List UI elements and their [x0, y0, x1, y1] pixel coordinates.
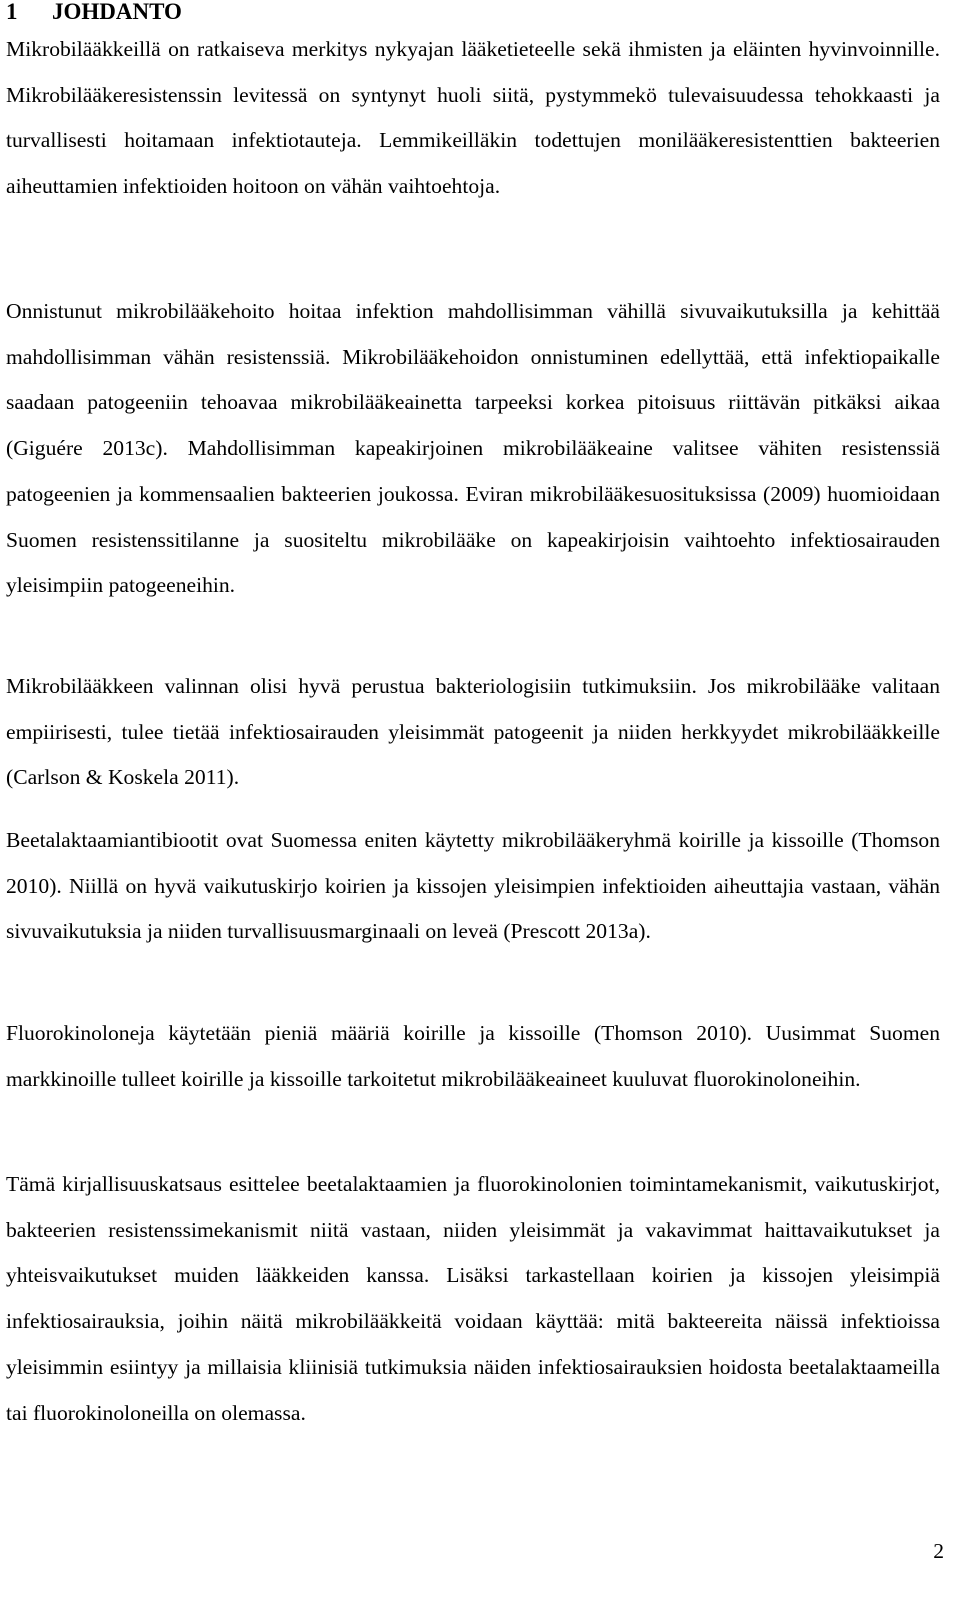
paragraph-2: Onnistunut mikrobilääkehoito hoitaa infektion mahdollisimman vähillä sivuvaikutuksilla ja kehittää mahdollisimman vähän resistenssiä. Mikrobilääkehoidon onnistuminen edellyttää, että infektiopaikalle saadaan patogeeniin tehoavaa mikrobilääkeainetta tarpeeksi korkea pitoisuus riittävän pitkäksi aikaa (Giguére 2013c). Mahdollisimman kapeakirjoinen mikrobilääkeaine valitsee vähiten resistenssiä patogeenien ja kommensaalien bakteerien joukossa. Eviran mikrobilääkesuosituksissa (2009) huomioidaan Suomen resistenssitilanne ja suositeltu mikrobilääke on kapeakirjoisin vaihtoehto infektiosairauden yleisimpiin patogeeneihin.: [6, 299, 940, 598]
paragraph-4: Beetalaktaamiantibiootit ovat Suomessa eniten käytetty mikrobilääkeryhmä koirille ja kissoille (Thomson 2010). Niillä on hyvä vaikutuskirjo koirien ja kissojen yleisimpien infektioiden aiheuttajia vastaan, vähän sivuvaikutuksia ja niiden turvallisuusmarginaali on leveä (Prescott 2013a).: [6, 828, 940, 944]
section-number: 1: [6, 0, 18, 24]
section-title: JOHDANTO: [52, 0, 182, 24]
section-heading: [6, 0, 940, 25]
paragraph-5: Fluorokinoloneja käytetään pieniä määriä koirille ja kissoille (Thomson 2010). Uusimmat Suomen markkinoille tulleet koirille ja kissoille tarkoitetut mikrobilääkeaineet kuuluvat fluorokinoloneihin.: [6, 1021, 940, 1091]
document-page: [6, 0, 940, 1425]
paragraph-6: Tämä kirjallisuuskatsaus esittelee beetalaktaamien ja fluorokinolonien toimintamekanismit, vaikutuskirjot, bakteerien resistenssimekanismit niitä vastaan, niiden yleisimmät ja vakavimmat haittavaikutukset ja yhteisvaikutukset muiden lääkkeiden kanssa. Lisäksi tarkastellaan koirien ja kissojen yleisimpiä infektiosairauksia, joihin näitä mikrobilääkkeitä voidaan käyttää: mitä bakteereita näissä infektioissa yleisimmin esiintyy ja millaisia kliinisiä tutkimuksia näiden infektiosairauksien hoidosta beetalaktaameilla tai fluorokinoloneilla on olemassa.: [6, 1172, 940, 1425]
paragraph-1: Mikrobilääkkeillä on ratkaiseva merkitys nykyajan lääketieteelle sekä ihmisten ja eläinten hyvinvoinnille. Mikrobilääkeresistenssin levitessä on syntynyt huoli siitä, pystymmekö tulevaisuudessa tehokkaasti ja turvallisesti hoitamaan infektiotauteja. Lemmikeilläkin todettujen monilääkeresistenttien bakteerien aiheuttamien infektioiden hoitoon on vähän vaihtoehtoja.: [6, 37, 940, 199]
page-number: 2: [933, 1539, 944, 1563]
paragraph-3: Mikrobilääkkeen valinnan olisi hyvä perustua bakteriologisiin tutkimuksiin. Jos mikrobilääke valitaan empiirisesti, tulee tietää infektiosairauden yleisimmät patogeenit ja niiden herkkyydet mikrobilääkkeille (Carlson & Koskela 2011).: [6, 674, 940, 790]
